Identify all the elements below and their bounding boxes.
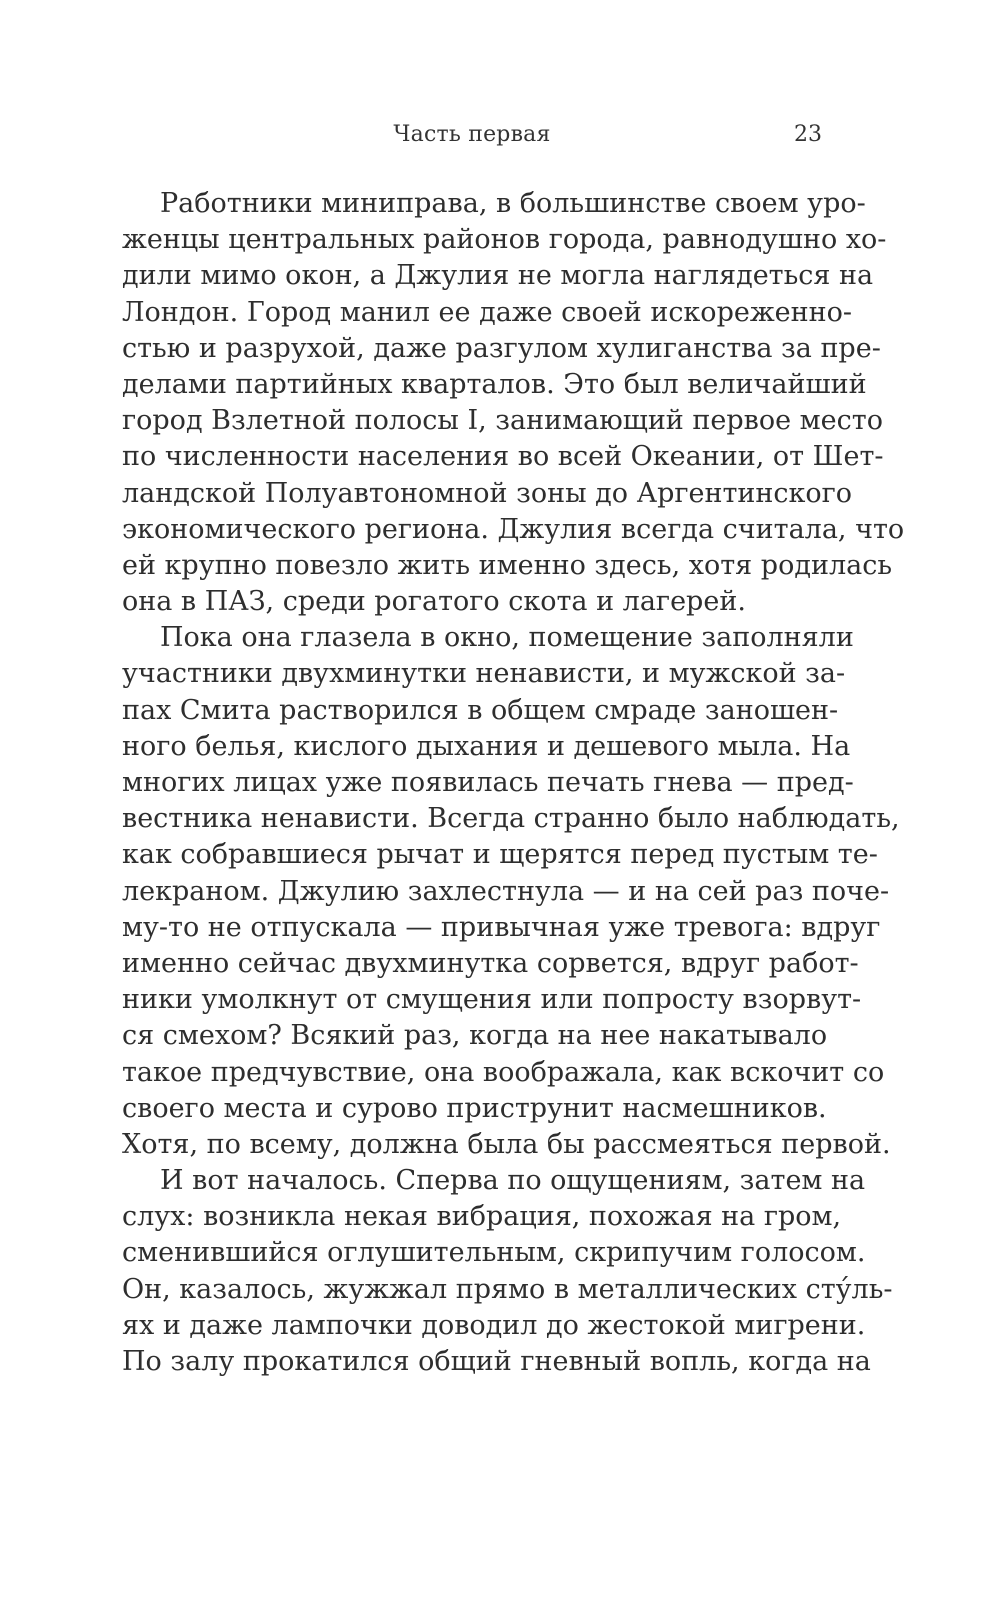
text-line: лекраном. Джулию захлестнула — и на сей раз поче- [122,875,890,907]
text-line: участники двухминутки ненависти, и мужской за- [122,658,846,690]
text-line: Хотя, по всему, должна была бы рассмеяться первой. [122,1128,891,1160]
text-line: дили мимо окон, а Джулия не могла наглядеться на [122,260,874,292]
text-line: пах Смита растворился в общем смраде заношен- [122,694,839,726]
text-line: ландской Полуавтономной зоны до Аргентинского [122,477,853,509]
text-line: по численности населения во всей Океании, от Шет- [122,441,884,473]
text-line: именно сейчас двухминутка сорвется, вдруг работ- [122,947,859,979]
text-line: делами партийных кварталов. Это был величайший [122,368,867,400]
text-line: город Взлетной полосы I, занимающий первое место [122,405,883,437]
text-line: своего места и сурово приструнит насмешников. [122,1092,827,1124]
paragraph [122,186,905,620]
text-line: По залу прокатился общий гневный вопль, когда на [122,1346,871,1377]
text-line: му-то не отпускала — привычная уже тревога: вдруг [122,911,881,943]
text-line: как собравшиеся рычат и щерятся перед пустым те- [122,839,878,871]
text-line: экономического региона. Джулия всегда считала, что [122,513,905,545]
text-line: Пока она глазела в окно, помещение заполняли [160,622,854,654]
text-line: женцы центральных районов города, равнодушно хо- [122,224,887,256]
text-line: ного белья, кислого дыхания и дешевого мыла. На [122,730,851,762]
text-line: ях и даже лампочки доводил до жестокой мигрени. [122,1309,866,1341]
text-line: Лондон. Город манил ее даже своей искореженно- [122,296,853,328]
running-head [122,122,822,152]
text-line: стью и разрухой, даже разгулом хулиганства за пре- [122,332,881,364]
text-line: слух: возникла некая вибрация, похожая на гром, [122,1201,842,1233]
text-line: многих лицах уже появилась печать гнева — пред- [122,767,854,798]
paragraph [122,620,900,1163]
running-title: Часть первая [393,122,551,147]
text-line: И вот началось. Сперва по ощущениям, затем на [160,1165,866,1197]
text-line: сменившийся оглушительным, скрипучим голосом. [122,1237,866,1269]
text-line: она в ПАЗ, среди рогатого скота и лагерей. [122,586,746,618]
text-line: ей крупно повезло жить именно здесь, хотя родилась [122,549,893,581]
text-line: Он, казалось, жужжал прямо в металлических сту́ль- [122,1273,893,1305]
text-line: вестника ненависти. Всегда странно было наблюдать, [122,803,900,835]
paragraph [122,1163,893,1380]
text-line: ники умолкнут от смущения или попросту взорвут- [122,984,862,1016]
page-number: 23 [794,122,822,147]
text-line: Работники миниправа, в большинстве своем уро- [160,188,866,219]
body-text [122,186,905,1380]
text-line: такое предчувствие, она воображала, как вскочит со [122,1056,885,1088]
text-line: ся смехом? Всякий раз, когда на нее накатывало [122,1020,828,1052]
